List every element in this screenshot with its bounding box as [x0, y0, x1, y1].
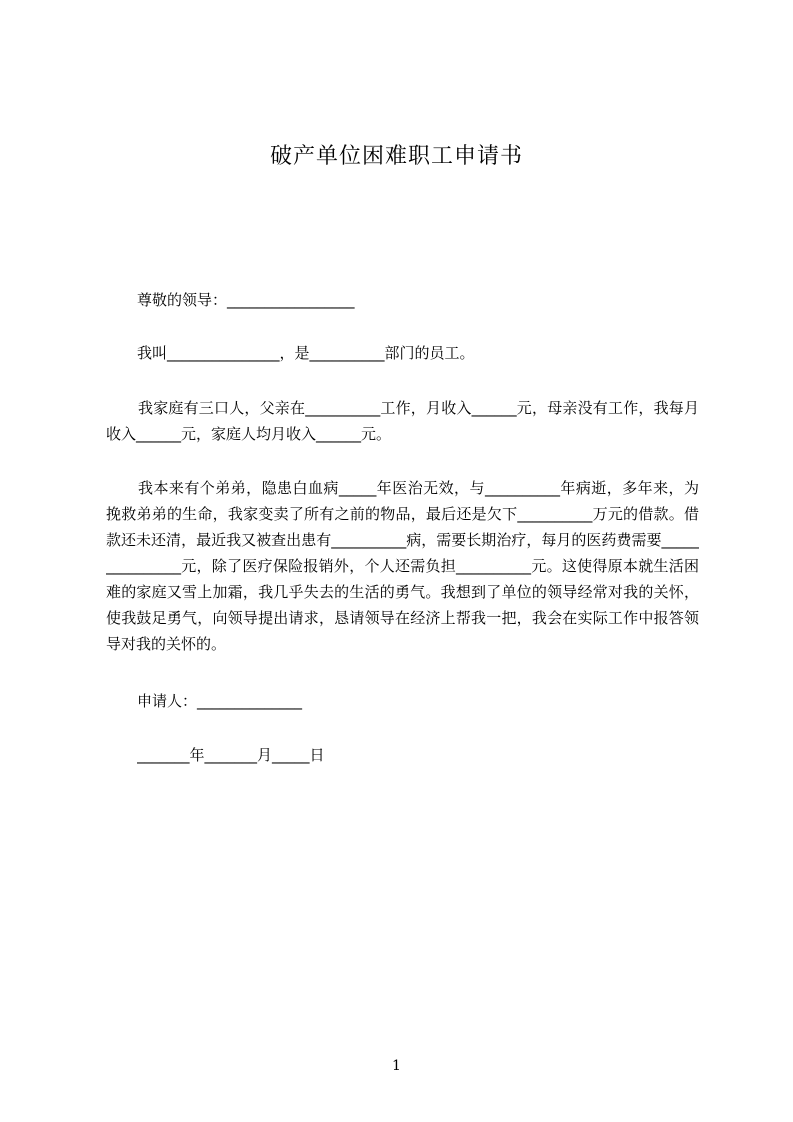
- document-title: 破产单位困难职工申请书: [269, 144, 523, 169]
- date-line: _______年_______月_____日: [137, 746, 325, 764]
- story-paragraph: [106, 475, 699, 657]
- family-paragraph-text: 我家庭有三口人，父亲在__________工作，月收入______元，母亲没有工作，我每月收入______元，家庭人均月收入______元。: [106, 399, 699, 443]
- salutation: 尊敬的领导：_________________: [137, 291, 355, 309]
- family-paragraph: [106, 395, 699, 447]
- page-number: 1: [392, 1058, 401, 1074]
- story-paragraph-text: 我本来有个弟弟，隐患白血病_____年医治无效，与__________年病逝，多年来，为挽救弟弟的生命，我家变卖了所有之前的物品，最后还是欠下__________万元的借款。借款还未还清，最近我又被查出患有__________病，需要长期治疗，每月的医药费需要_______________元，除了医疗保险报销外，个人还需负担__________元。这使得原本就生活困难的家庭又雪上加霜，我几乎失去的生活的勇气。我想到了单位的领导经常对我的关怀，使我鼓足勇气，向领导提出请求，恳请领导在经济上帮我一把，我会在实际工作中报答领导对我的关怀的。: [106, 479, 699, 653]
- applicant-line: 申请人：______________: [137, 692, 303, 710]
- intro-line: 我叫_______________，是__________部门的员工。: [137, 344, 475, 362]
